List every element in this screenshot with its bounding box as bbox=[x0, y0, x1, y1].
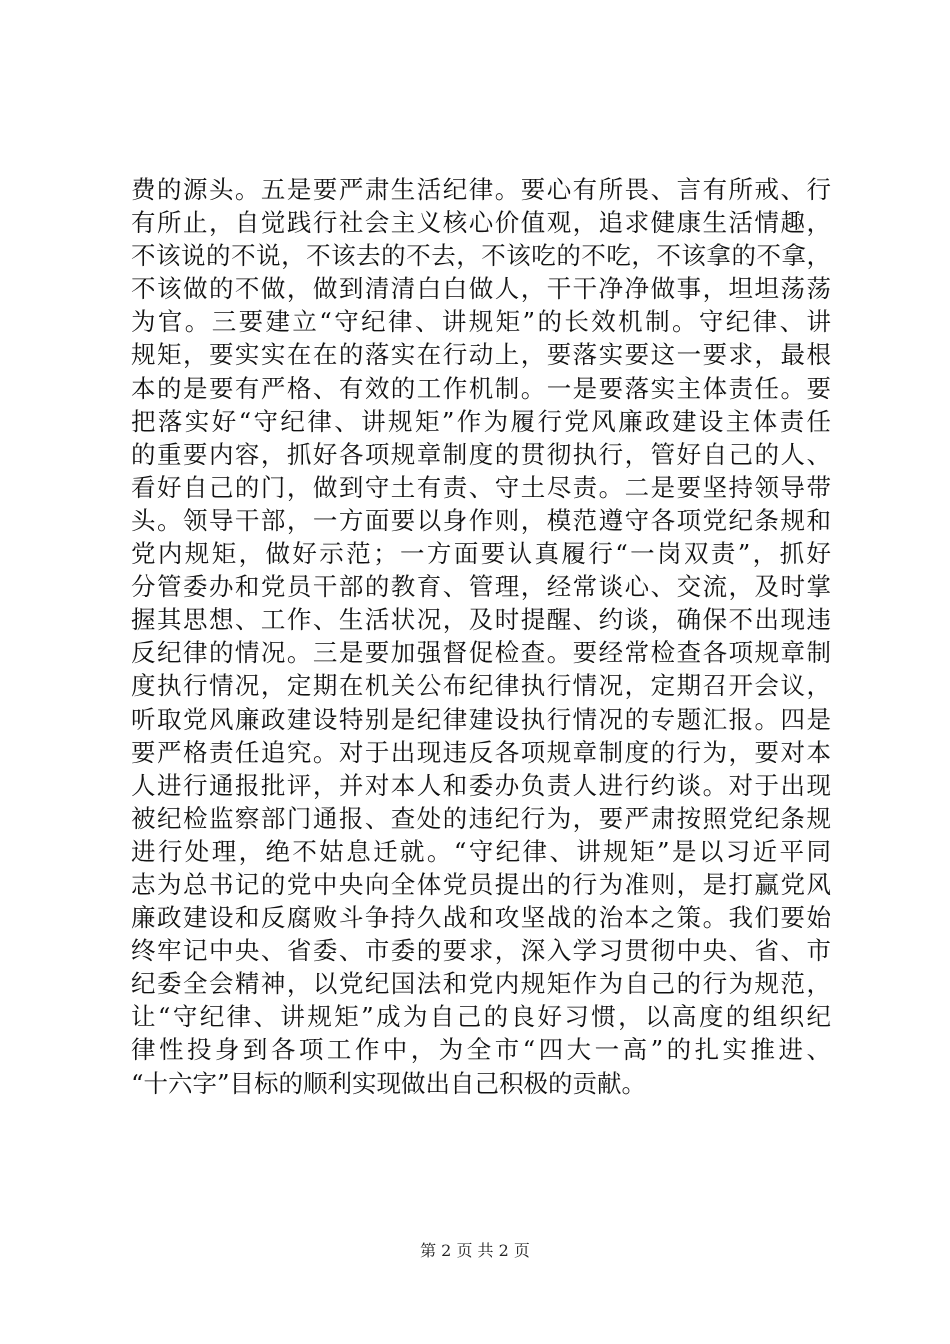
text-line: 律性投身到各项工作中，为全市“四大一高”的扎实推进、 bbox=[131, 1035, 831, 1065]
text-line: 终牢记中央、省委、市委的要求，深入学习贯彻中央、省、市 bbox=[131, 936, 831, 966]
text-line: 不该做的不做，做到清清白白做人，干干净净做事，坦坦荡荡 bbox=[131, 274, 831, 304]
body-paragraph bbox=[131, 173, 831, 1100]
text-line: 进行处理，绝不姑息迁就。“守纪律、讲规矩”是以习近平同 bbox=[131, 836, 831, 866]
text-line: 的重要内容，抓好各项规章制度的贯彻执行，管好自己的人、 bbox=[131, 439, 831, 469]
text-line: 被纪检监察部门通报、查处的违纪行为，要严肃按照党纪条规 bbox=[131, 803, 831, 833]
text-line: 有所止，自觉践行社会主义核心价值观，追求健康生活情趣， bbox=[131, 208, 831, 238]
text-line: 为官。三要建立“守纪律、讲规矩”的长效机制。守纪律、讲 bbox=[131, 307, 831, 337]
page-number-footer: 第 2 页 共 2 页 bbox=[420, 1241, 530, 1260]
text-line: 不该说的不说，不该去的不去，不该吃的不吃，不该拿的不拿， bbox=[131, 241, 831, 271]
text-line: 听取党风廉政建设特别是纪律建设执行情况的专题汇报。四是 bbox=[131, 704, 831, 734]
text-line: 分管委办和党员干部的教育、管理，经常谈心、交流，及时掌 bbox=[131, 572, 831, 602]
text-line: 费的源头。五是要严肃生活纪律。要心有所畏、言有所戒、行 bbox=[131, 175, 831, 204]
text-line: 度执行情况，定期在机关公布纪律执行情况，定期召开会议， bbox=[131, 671, 831, 701]
text-line: 本的是要有严格、有效的工作机制。一是要落实主体责任。要 bbox=[131, 373, 831, 403]
text-line: 反纪律的情况。三是要加强督促检查。要经常检查各项规章制 bbox=[131, 638, 831, 668]
text-line: 廉政建设和反腐败斗争持久战和攻坚战的治本之策。我们要始 bbox=[131, 903, 831, 933]
text-line: 要严格责任追究。对于出现违反各项规章制度的行为，要对本 bbox=[131, 737, 831, 767]
text-line: “十六字”目标的顺利实现做出自己积极的贡献。 bbox=[131, 1068, 647, 1098]
text-line: 志为总书记的党中央向全体党员提出的行为准则，是打赢党风 bbox=[131, 869, 831, 899]
text-line: 规矩，要实实在在的落实在行动上，要落实要这一要求，最根 bbox=[131, 340, 831, 370]
text-line: 党内规矩，做好示范；一方面要认真履行“一岗双责”，抓好 bbox=[131, 539, 831, 569]
text-line: 看好自己的门，做到守土有责、守土尽责。二是要坚持领导带 bbox=[131, 472, 831, 502]
text-line: 人进行通报批评，并对本人和委办负责人进行约谈。对于出现 bbox=[131, 770, 831, 800]
text-line: 握其思想、工作、生活状况，及时提醒、约谈，确保不出现违 bbox=[131, 605, 831, 635]
text-line: 头。领导干部，一方面要以身作则，模范遵守各项党纪条规和 bbox=[131, 505, 831, 535]
text-line: 把落实好“守纪律、讲规矩”作为履行党风廉政建设主体责任 bbox=[131, 406, 831, 436]
text-line: 让“守纪律、讲规矩”成为自己的良好习惯，以高度的组织纪 bbox=[131, 1002, 831, 1032]
text-line: 纪委全会精神，以党纪国法和党内规矩作为自己的行为规范， bbox=[131, 969, 831, 999]
